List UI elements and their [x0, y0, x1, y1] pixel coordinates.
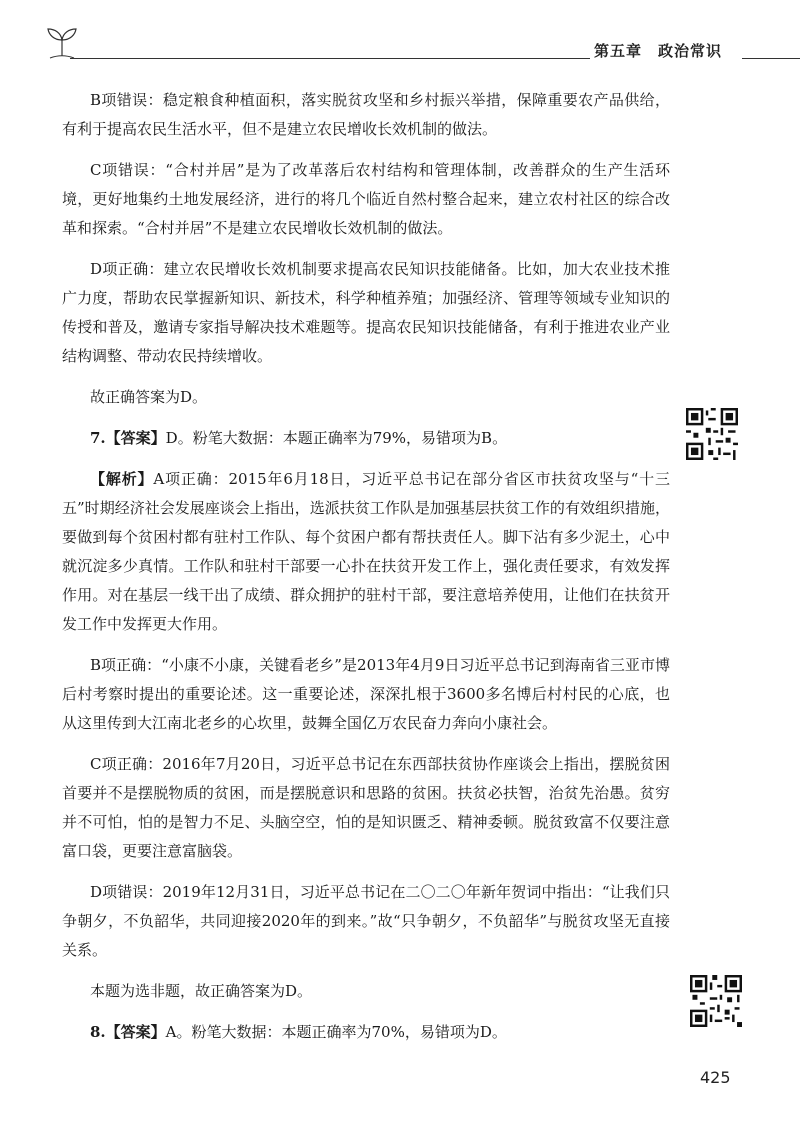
paragraph-text: C项错误：“合村并居”是为了改革落后农村结构和管理体制，改善群众的生产生活环境，更好地集约土地发展经济，进行的将几个临近自然村整合起来，建立农村社区的综合改革和探索。“合村并居”不是建立农民增收长效机制的做法。: [62, 161, 670, 237]
paragraph-conclusion-7: [62, 977, 670, 1006]
answer-8: [62, 1018, 670, 1047]
analysis-7: [62, 465, 670, 639]
analysis-label: 【解析】: [90, 470, 154, 488]
paragraph-option-d-correct: [62, 255, 670, 371]
header-rule-right: [742, 58, 800, 59]
answer-7: [62, 424, 670, 453]
paragraph-conclusion: [62, 383, 670, 412]
paragraph-text: 故正确答案为D。: [90, 388, 208, 406]
paragraph-option-c-wrong: [62, 156, 670, 243]
qr-code-icon[interactable]: [690, 975, 742, 1027]
paragraph-text: 本题为选非题，故正确答案为D。: [90, 982, 313, 1000]
answer-label: 8.【答案】: [90, 1023, 166, 1041]
paragraph-text: D。粉笔大数据：本题正确率为79%，易错项为B。: [165, 429, 508, 447]
qr-code-icon[interactable]: [686, 408, 738, 460]
paragraph-option-d-wrong: [62, 878, 670, 965]
page-number: 425: [700, 1068, 731, 1087]
paragraph-option-b-wrong: [62, 86, 670, 144]
header-rule-left: [70, 58, 590, 59]
paragraph-text: B项错误：稳定粮食种植面积，落实脱贫攻坚和乡村振兴举措，保障重要农产品供给，有利于提高农民生活水平，但不是建立农民增收长效机制的做法。: [62, 91, 670, 138]
paragraph-text: D项正确：建立农民增收长效机制要求提高农民知识技能储备。比如，加大农业技术推广力度，帮助农民掌握新知识、新技术，科学种植养殖；加强经济、管理等领域专业知识的传授和普及，邀请专家指导解决技术难题等。提高农民知识技能储备，有利于推进农业产业结构调整、带动农民持续增收。: [62, 260, 670, 365]
paragraph-option-b-correct: [62, 651, 670, 738]
leaf-sprout-icon: [44, 26, 80, 60]
chapter-title: 第五章 政治常识: [594, 42, 723, 60]
paragraph-text: B项正确：“小康不小康，关键看老乡”是2013年4月9日习近平总书记到海南省三亚市博后村考察时提出的重要论述。这一重要论述，深深扎根于3600多名博后村村民的心底，也从这里传到大江南北老乡的心坎里，鼓舞全国亿万农民奋力奔向小康社会。: [62, 656, 670, 732]
answer-label: 7.【答案】: [90, 429, 166, 447]
paragraph-text: A。粉笔大数据：本题正确率为70%，易错项为D。: [165, 1023, 507, 1041]
answer-explanations: [62, 86, 670, 1059]
paragraph-text: D项错误：2019年12月31日，习近平总书记在二〇二〇年新年贺词中指出：“让我们只争朝夕，不负韶华，共同迎接2020年的到来。”故“只争朝夕，不负韶华”与脱贫攻坚无直接关系。: [62, 883, 670, 959]
paragraph-text: C项正确：2016年7月20日，习近平总书记在东西部扶贫协作座谈会上指出，摆脱贫困首要并不是摆脱物质的贫困，而是摆脱意识和思路的贫困。扶贫必扶智，治贫先治愚。贫穷并不可怕，怕的是智力不足、头脑空空，怕的是知识匮乏、精神委顿。脱贫致富不仅要注意富口袋，更要注意富脑袋。: [62, 755, 670, 860]
paragraph-text: A项正确：2015年6月18日，习近平总书记在部分省区市扶贫攻坚与“十三五”时期经济社会发展座谈会上指出，选派扶贫工作队是加强基层扶贫工作的有效组织措施，要做到每个贫困村都有驻村工作队、每个贫困户都有帮扶责任人。脚下沾有多少泥土，心中就沉淀多少真情。工作队和驻村干部要一心扑在扶贫开发工作上，强化责任要求，有效发挥作用。对在基层一线干出了成绩、群众拥护的驻村干部，要注意培养使用，让他们在扶贫开发工作中发挥更大作用。: [62, 470, 670, 633]
paragraph-option-c-correct: [62, 750, 670, 866]
